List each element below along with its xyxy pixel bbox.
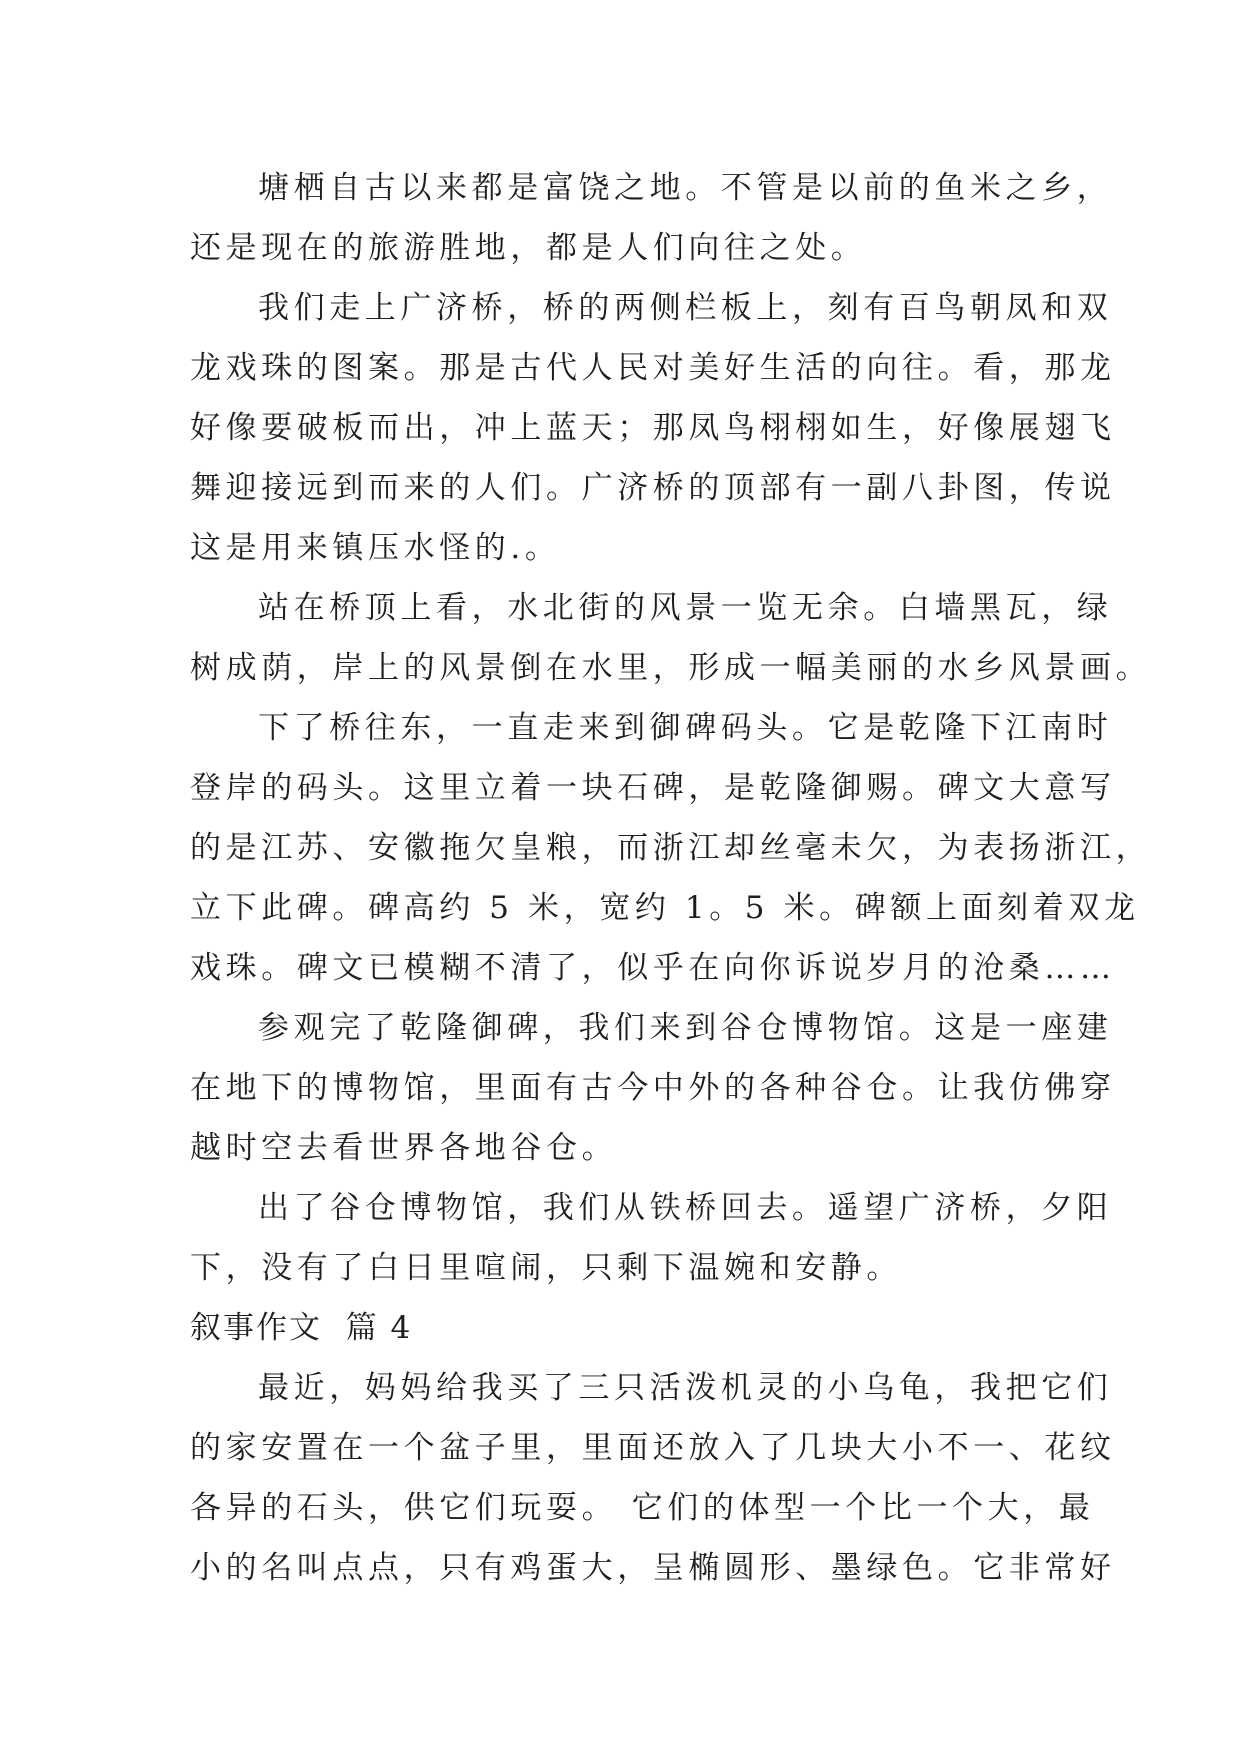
paragraph-line: 舞迎接远到而来的人们。广济桥的顶部有一副八卦图，传说 [190,470,1116,506]
paragraph-line: 越时空去看世界各地谷仓。 [190,1130,618,1166]
document-body [190,158,1152,1598]
paragraph-line: 的家安置在一个盆子里，里面还放入了几块大小不一、花纹 [190,1430,1116,1466]
paragraph-line: 龙戏珠的图案。那是古代人民对美好生活的向往。看，那龙 [190,350,1116,386]
paragraph-line: 戏珠。碑文已模糊不清了，似乎在向你诉说岁月的沧桑…… [190,950,1116,986]
paragraph-line: 树成荫，岸上的风景倒在水里，形成一幅美丽的水乡风景画。 [190,650,1152,686]
paragraph-line: 这是用来镇压水怪的.。 [190,530,561,566]
paragraph-line: 立下此碑。碑高约 5 米，宽约 1。5 米。碑额上面刻着双龙 [190,890,1140,926]
paragraph-line: 下了桥往东，一直走来到御碑码头。它是乾隆下江南时 [258,710,1113,746]
paragraph-line: 塘栖自古以来都是富饶之地。不管是以前的鱼米之乡， [258,170,1113,206]
paragraph-line: 我们走上广济桥，桥的两侧栏板上，刻有百鸟朝凤和双 [258,290,1113,326]
paragraph-line: 好像要破板而出，冲上蓝天；那凤鸟栩栩如生，好像展翅飞 [190,410,1116,446]
paragraph-line: 还是现在的旅游胜地，都是人们向往之处。 [190,230,867,266]
paragraph-line: 登岸的码头。这里立着一块石碑，是乾隆御赐。碑文大意写 [190,770,1116,806]
paragraph-line: 的是江苏、安徽拖欠皇粮，而浙江却丝毫未欠，为表扬浙江， [190,830,1152,866]
paragraph-line: 参观完了乾隆御碑，我们来到谷仓博物馆。这是一座建 [258,1010,1113,1046]
paragraph-line: 出了谷仓博物馆，我们从铁桥回去。遥望广济桥，夕阳 [258,1190,1113,1226]
paragraph-line: 小的名叫点点，只有鸡蛋大，呈椭圆形、墨绿色。它非常好 [190,1550,1116,1586]
paragraph-line: 下，没有了白日里喧闹，只剩下温婉和安静。 [190,1250,902,1286]
paragraph-line: 最近，妈妈给我买了三只活泼机灵的小乌龟，我把它们 [258,1370,1113,1406]
paragraph-line: 站在桥顶上看，水北街的风景一览无余。白墙黑瓦，绿 [258,590,1113,626]
paragraph-line: 在地下的博物馆，里面有古今中外的各种谷仓。让我仿佛穿 [190,1070,1116,1106]
paragraph-line: 各异的石头，供它们玩耍。 它们的体型一个比一个大，最 [190,1490,1095,1526]
section-heading: 叙事作文 篇 4 [190,1310,413,1346]
